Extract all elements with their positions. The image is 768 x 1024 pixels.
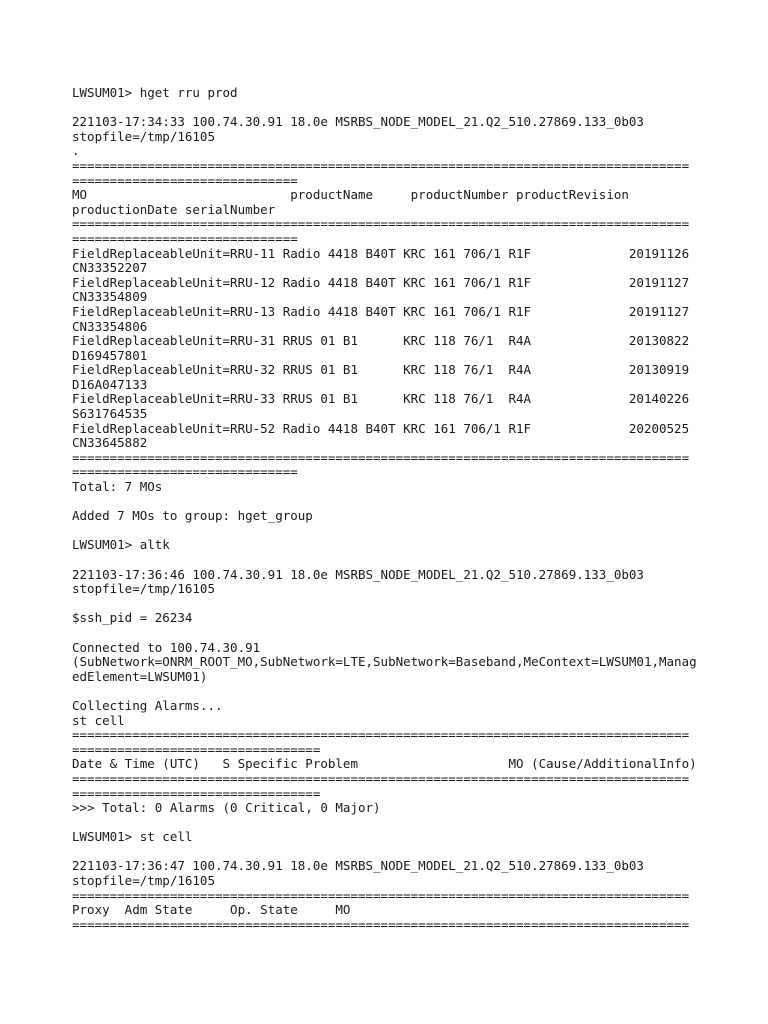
terminal-line — [72, 597, 702, 612]
terminal-line: stopfile=/tmp/16105 — [72, 128, 215, 144]
terminal-line: FieldReplaceableUnit=RRU-31 RRUS 01 B1 KRC 118 76/1 R4A 20130822 — [72, 333, 690, 349]
terminal-line: FieldReplaceableUnit=RRU-33 RRUS 01 B1 KRC 118 76/1 R4A 20140226 — [72, 391, 690, 407]
terminal-line: $ssh_pid = 26234 — [72, 610, 193, 626]
terminal-line — [72, 816, 702, 831]
terminal-line: ================================================================================== — [72, 887, 690, 903]
terminal-line: FieldReplaceableUnit=RRU-13 Radio 4418 B40T KRC 161 706/1 R1F 20191127 — [72, 303, 690, 319]
terminal-line: stopfile=/tmp/16105 — [72, 581, 215, 597]
terminal-line: Total: 7 MOs — [72, 479, 163, 495]
terminal-line: FieldReplaceableUnit=RRU-11 Radio 4418 B40T KRC 161 706/1 R1F 20191126 — [72, 245, 690, 261]
terminal-line: productionDate serialNumber — [72, 201, 276, 217]
terminal-line: Added 7 MOs to group: hget_group — [72, 508, 313, 524]
terminal-line: CN33354809 — [72, 289, 148, 305]
terminal-line: 221103-17:36:46 100.74.30.91 18.0e MSRBS_NODE_MODEL_21.Q2_510.27869.133_0b03 — [72, 566, 644, 582]
terminal-line: ================================================================================== — [72, 449, 690, 465]
terminal-line — [72, 524, 702, 539]
terminal-line: CN33352207 — [72, 260, 148, 276]
terminal-line: D169457801 — [72, 347, 148, 363]
terminal-line: ================================================================================== — [72, 157, 690, 173]
terminal-line: ================================================================================== — [72, 727, 690, 743]
terminal-line: CN33645882 — [72, 435, 148, 451]
terminal-line: Connected to 100.74.30.91 — [72, 639, 261, 655]
terminal-line: ================================================================================== — [72, 216, 690, 232]
terminal-line: Collecting Alarms... — [72, 697, 223, 713]
terminal-line: ============================== — [72, 230, 298, 246]
terminal-line: stopfile=/tmp/16105 — [72, 873, 215, 889]
terminal-line: LWSUM01> hget rru prod — [72, 86, 238, 100]
terminal-line: st cell — [72, 712, 125, 728]
terminal-line — [72, 684, 702, 699]
terminal-line: ================================= — [72, 741, 321, 757]
terminal-line — [72, 101, 702, 116]
terminal-line: ================================================================================== — [72, 770, 690, 786]
terminal-line — [72, 626, 702, 641]
terminal-line: (SubNetwork=ONRM_ROOT_MO,SubNetwork=LTE,SubNetwork=Baseband,MeContext=LWSUM01,Manag — [72, 654, 697, 670]
terminal-line — [72, 553, 702, 568]
terminal-line — [72, 495, 702, 510]
terminal-line: 221103-17:34:33 100.74.30.91 18.0e MSRBS_NODE_MODEL_21.Q2_510.27869.133_0b03 — [72, 114, 644, 130]
terminal-line: LWSUM01> st cell — [72, 829, 193, 845]
terminal-line: ================================= — [72, 785, 321, 801]
terminal-line: 221103-17:36:47 100.74.30.91 18.0e MSRBS_NODE_MODEL_21.Q2_510.27869.133_0b03 — [72, 858, 644, 874]
terminal-line — [72, 845, 702, 860]
terminal-line: ============================== — [72, 464, 298, 480]
terminal-line: edElement=LWSUM01) — [72, 668, 208, 684]
terminal-line: . — [72, 143, 80, 159]
terminal-line — [72, 932, 702, 947]
terminal-output — [72, 86, 702, 947]
terminal-line: D16A047133 — [72, 376, 148, 392]
terminal-line: ================================================================================== — [72, 916, 690, 932]
terminal-line: Proxy Adm State Op. State MO — [72, 902, 351, 918]
terminal-line: CN33354806 — [72, 318, 148, 334]
terminal-line: >>> Total: 0 Alarms (0 Critical, 0 Major) — [72, 800, 381, 816]
terminal-line: FieldReplaceableUnit=RRU-12 Radio 4418 B40T KRC 161 706/1 R1F 20191127 — [72, 274, 690, 290]
terminal-line: Date & Time (UTC) S Specific Problem MO (Cause/AdditionalInfo) — [72, 756, 697, 772]
terminal-line: ============================== — [72, 172, 298, 188]
terminal-line: MO productName productNumber productRevision — [72, 187, 629, 203]
terminal-line: FieldReplaceableUnit=RRU-32 RRUS 01 B1 KRC 118 76/1 R4A 20130919 — [72, 362, 690, 378]
terminal-line: S631764535 — [72, 406, 148, 422]
terminal-line: LWSUM01> altk — [72, 537, 170, 553]
terminal-line: FieldReplaceableUnit=RRU-52 Radio 4418 B40T KRC 161 706/1 R1F 20200525 — [72, 420, 690, 436]
